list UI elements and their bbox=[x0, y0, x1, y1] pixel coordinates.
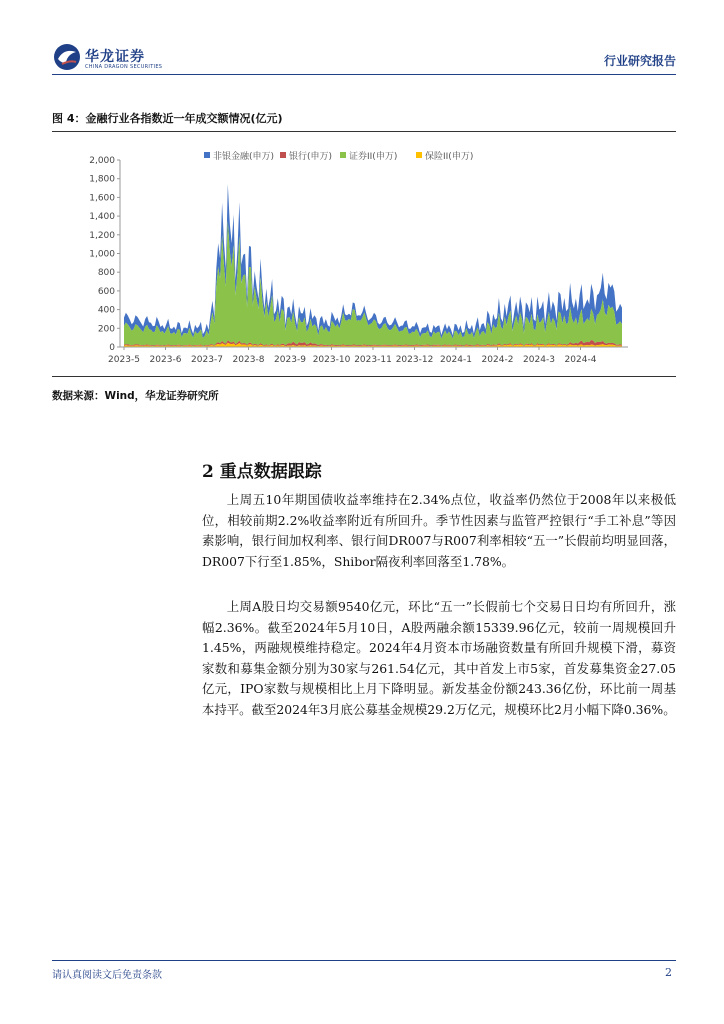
disclaimer-note: 请认真阅读文后免责条款 bbox=[52, 970, 162, 981]
x-tick-label-6: 2023-11 bbox=[354, 355, 392, 365]
figure-bottom-divider bbox=[52, 376, 676, 377]
x-tick-label-0: 2023-5 bbox=[108, 355, 140, 365]
logo-chinese-text: 华龙证券 bbox=[85, 49, 145, 65]
paragraph-market: 上周A股日均交易额9540亿元，环比“五一”长假前七个交易日日均有所回升，涨幅2.36%。截至2024年5月10日，A股两融余额15339.96亿元，较前一周规模回升1.45%，两融规模维持稳定。2024年4月资本市场融资数量有所回升规模下滑，募资家数和募集金额分别为30家与261.54亿元，其中首发上市5家，首发募集资金27.05亿元，IPO家数与规模相比上月下降明显。新发基金份额243.36亿份，环比前一周基本持平。截至2024年3月底公募基金规模29.2万亿元，规模环比2月小幅下降0.36%。 bbox=[202, 599, 676, 717]
x-tick-label-5: 2023-10 bbox=[312, 355, 351, 365]
x-tick-label-4: 2023-9 bbox=[274, 355, 306, 365]
legend-swatch-3 bbox=[416, 152, 422, 158]
turnover-chart bbox=[76, 140, 636, 374]
legend-swatch-2 bbox=[340, 152, 346, 158]
header-divider bbox=[52, 74, 676, 75]
page-header bbox=[52, 42, 676, 76]
paragraph-rates: 上周五10年期国债收益率维持在2.34%点位，收益率仍然位于2008年以来极低位，相较前期2.2%收益率附近有所回升。季节性因素与监管严控银行“手工补息”等因素影响，银行间加权利率、银行间DR007与R007利率相较“五一”长假前均明显回落，DR007下行至1.85%，Shibor隔夜利率回落至1.78%。 bbox=[202, 492, 676, 569]
y-tick-label-0: 0 bbox=[109, 343, 115, 353]
x-tick-label-2: 2023-7 bbox=[191, 355, 223, 365]
y-tick-label-2: 400 bbox=[97, 305, 115, 316]
y-axis bbox=[89, 156, 120, 353]
legend-swatch-1 bbox=[280, 152, 286, 158]
x-tick-label-11: 2024-4 bbox=[564, 355, 597, 365]
legend-label-2: 证券II(申万) bbox=[349, 152, 398, 162]
section-heading: 2 重点数据跟踪 bbox=[202, 462, 322, 482]
x-tick-label-3: 2023-8 bbox=[232, 355, 265, 365]
figure-source: 数据来源：Wind，华龙证券研究所 bbox=[52, 390, 219, 402]
y-tick-label-3: 600 bbox=[97, 286, 115, 297]
x-tick-label-8: 2024-1 bbox=[440, 355, 472, 365]
logo-english-text: CHINA DRAGON SECURITIES bbox=[85, 64, 163, 70]
page-number: 2 bbox=[665, 966, 672, 979]
y-tick-label-8: 1,600 bbox=[89, 193, 115, 204]
legend-swatch-0 bbox=[204, 152, 210, 158]
figure-title: 图 4：金融行业各指数近一年成交额情况(亿元) bbox=[52, 112, 283, 125]
y-tick-label-1: 200 bbox=[97, 324, 115, 335]
footer-divider bbox=[52, 960, 676, 961]
series-area-0 bbox=[124, 184, 622, 339]
x-tick-label-1: 2023-6 bbox=[149, 355, 182, 365]
y-tick-label-5: 1,000 bbox=[89, 249, 115, 260]
y-tick-label-9: 1,800 bbox=[89, 174, 115, 185]
chart-areas bbox=[124, 184, 622, 347]
report-type-label: 行业研究报告 bbox=[603, 54, 676, 68]
legend-label-3: 保险II(申万) bbox=[425, 152, 474, 162]
dragon-logo-icon bbox=[52, 42, 82, 72]
legend-label-1: 银行(申万) bbox=[289, 152, 333, 162]
chart-legend bbox=[204, 150, 473, 162]
y-tick-label-4: 800 bbox=[97, 268, 115, 279]
legend-label-0: 非银金融(申万) bbox=[213, 152, 275, 162]
company-logo bbox=[52, 42, 172, 74]
y-tick-label-6: 1,200 bbox=[89, 230, 115, 241]
y-tick-label-7: 1,400 bbox=[89, 212, 115, 223]
figure-top-divider bbox=[52, 131, 676, 132]
y-tick-label-10: 2,000 bbox=[89, 156, 115, 166]
chart-svg bbox=[76, 140, 636, 370]
x-tick-label-10: 2024-3 bbox=[523, 355, 555, 365]
x-tick-label-7: 2023-12 bbox=[395, 355, 434, 365]
x-tick-label-9: 2024-2 bbox=[481, 355, 514, 365]
x-axis bbox=[108, 347, 628, 365]
